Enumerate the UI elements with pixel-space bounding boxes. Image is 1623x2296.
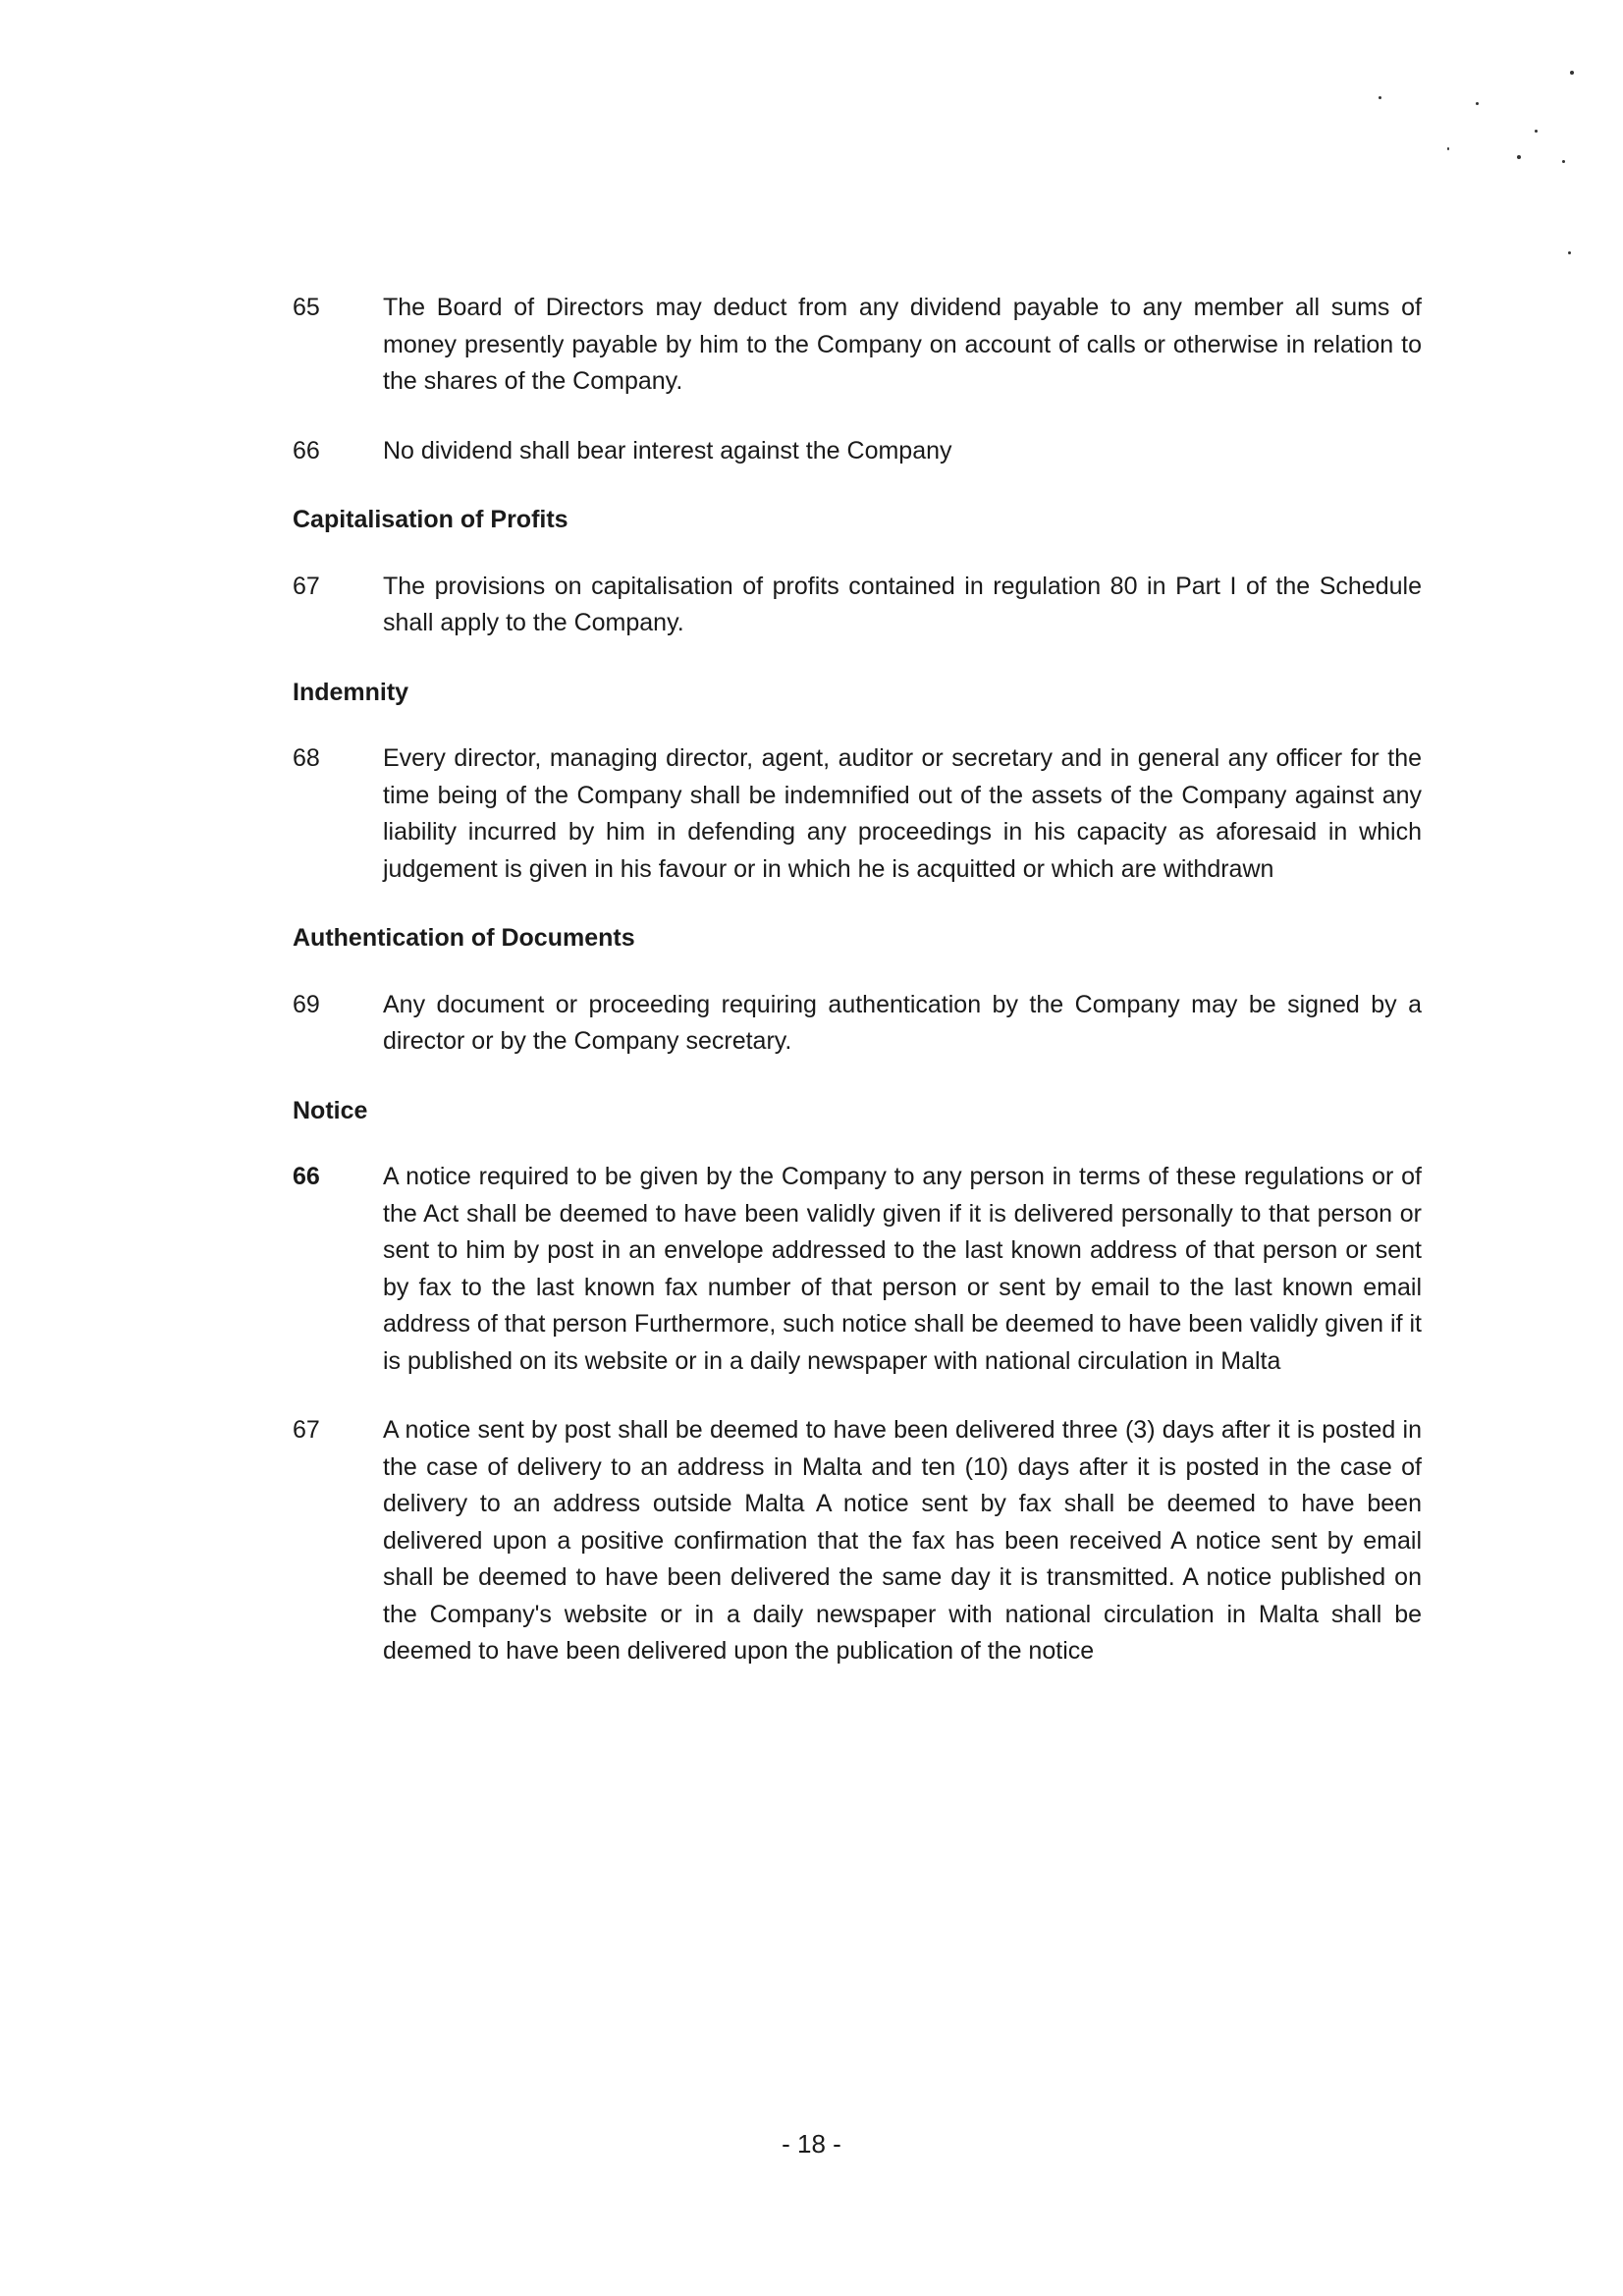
scan-speck — [1568, 251, 1571, 254]
clause-68 — [293, 740, 1422, 888]
scan-speck — [1476, 102, 1479, 105]
clause-66 — [293, 433, 1422, 470]
clause-69 — [293, 987, 1422, 1061]
scan-speck — [1517, 155, 1521, 159]
scan-speck — [1535, 130, 1538, 133]
clause-text: A notice sent by post shall be deemed to have been delivered three (3) days after it is posted in the case of delivery to an address in Malta and ten (10) days after it is posted in the case of delivery to an address outside Malta A notice sent by fax shall be deemed to have been delivered upon a positive confirmation that the fax has been received A notice sent by email shall be deemed to have been delivered the same day it is transmitted. A notice published on the Company's website or in a daily newspaper with national circulation in Malta shall be deemed to have been delivered upon the publication of the notice — [383, 1416, 1422, 1665]
clause-text: Every director, managing director, agent, auditor or secretary and in general any officer for the time being of the Company shall be indemnified out of the assets of the Company against any liability incurred by him in defending any proceedings in his capacity as aforesaid in which judgement is given in his favour or in which he is acquitted or which are withdrawn — [383, 744, 1422, 883]
clause-number: 69 — [293, 990, 320, 1018]
clause-text: A notice required to be given by the Company to any person in terms of these regulations or of the Act shall be deemed to have been validly given if it is delivered personally to that person or sent to him by post in an envelope addressed to the last known address of that person or sent by fax to the last known fax number of that person or sent by email to the last known email address of that person Furthermore, such notice shall be deemed to have been validly given if it is published on its website or in a daily newspaper with national circulation in Malta — [383, 1163, 1422, 1375]
notice-clause-66 — [293, 1159, 1422, 1380]
clause-65 — [293, 290, 1422, 401]
heading-authentication-of-documents: Authentication of Documents — [293, 924, 635, 952]
clause-text: The provisions on capitalisation of profits contained in regulation 80 in Part I of the Schedule shall apply to the Company. — [383, 572, 1422, 636]
heading-indemnity: Indemnity — [293, 678, 409, 706]
clause-text: Any document or proceeding requiring authentication by the Company may be signed by a director or by the Company secretary. — [383, 990, 1422, 1055]
heading-notice: Notice — [293, 1096, 368, 1124]
clause-67 — [293, 569, 1422, 642]
scan-speck — [1570, 71, 1574, 75]
scan-speck — [1562, 160, 1565, 163]
clause-text: The Board of Directors may deduct from any dividend payable to any member all sums of money presently payable by him to the Company on account of calls or otherwise in relation to the shares of the Company. — [383, 294, 1422, 395]
clause-number: 66 — [293, 1163, 320, 1190]
scan-speck — [1447, 147, 1449, 150]
clause-number: 66 — [293, 436, 320, 465]
notice-clause-67 — [293, 1412, 1422, 1670]
heading-capitalisation-of-profits: Capitalisation of Profits — [293, 506, 568, 533]
scan-speck — [1379, 96, 1381, 99]
clause-number: 68 — [293, 744, 320, 772]
document-body — [293, 290, 1422, 1703]
clause-number: 67 — [293, 572, 320, 600]
clause-number: 67 — [293, 1416, 320, 1444]
clause-number: 65 — [293, 294, 320, 321]
clause-text: No dividend shall bear interest against the Company — [383, 436, 952, 465]
page-number: - 18 - — [782, 2129, 841, 2159]
